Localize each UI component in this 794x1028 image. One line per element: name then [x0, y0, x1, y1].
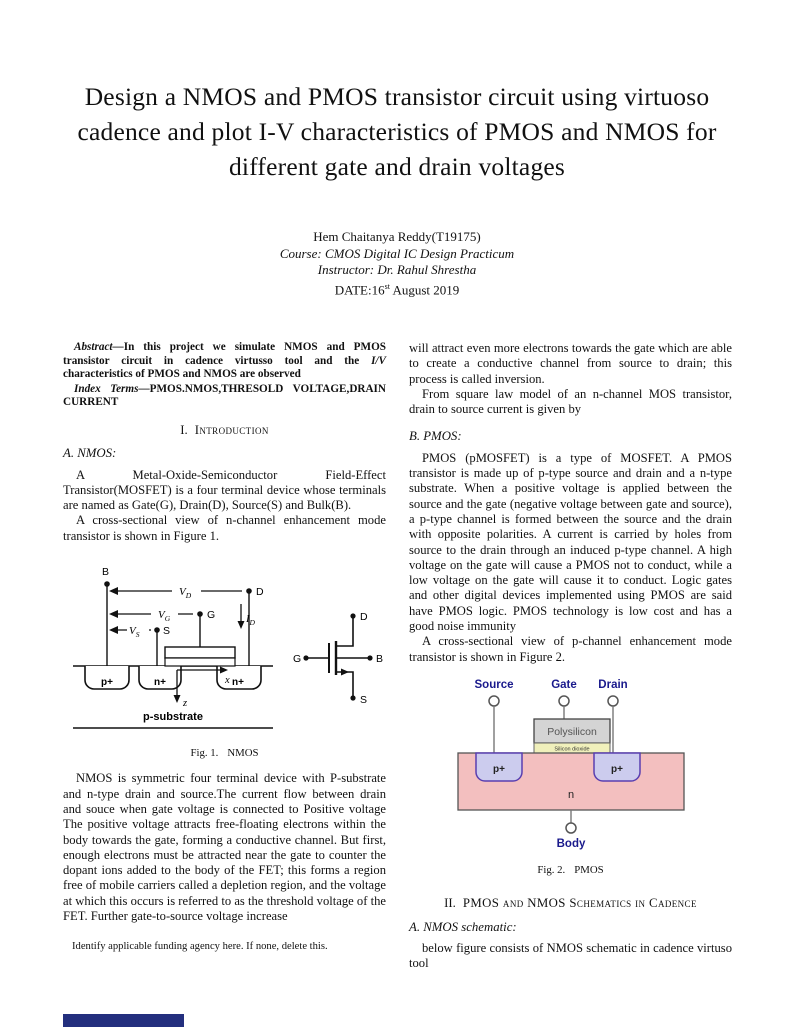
vs-label: $V_S$ [128, 625, 139, 640]
gate-terminal-dot [197, 611, 203, 617]
author-date [63, 279, 731, 299]
drain-terminal-dot [246, 588, 252, 594]
date-prefix: DATE:16 [334, 281, 385, 297]
abstract-label: Abstract— [74, 341, 124, 353]
paragraph-nmos-operation: NMOS is symmetric four terminal device with P-substrate and n-type drain and source.The current flow between drain and souce when gate voltage is connected to Positive voltage The positive voltage attracts free-floating electrons within the body towards the gate, forming a conductive channel. But first, enough electrons must be attracted near the gate to counter the dopant ions added to the body of the FET; this forms a region free of mobile carriers called a depletion region, and the voltage at which this occurs is referred to as the threshold voltage of the FET. Further gate-to-source voltage increase [63, 771, 386, 924]
id-arrowhead [237, 621, 244, 629]
n-plus-label-2: n+ [231, 677, 244, 689]
symbol-drain-label: D [359, 611, 368, 624]
vd-label: $V_D$ [178, 586, 191, 601]
index-terms-label: Index Terms— [74, 382, 150, 395]
subsection-nmos-schematic: A. NMOS schematic: [409, 919, 517, 934]
section-heading-schematics [409, 896, 732, 911]
source-terminal-dot [154, 627, 160, 633]
gate-oxide [165, 658, 235, 666]
z-axis-label: z [182, 698, 187, 710]
clipped-figure-titlebar [63, 1014, 184, 1027]
source-label: S [162, 625, 170, 638]
symbol-source-arrowhead [341, 669, 349, 676]
paragraph-square-law: From square law model of an n-channel MOS transistor, drain to source current is given by [409, 386, 732, 417]
pmos-drain-label: Drain [597, 678, 628, 691]
author-block [63, 229, 731, 298]
id-label: $I_D$ [245, 614, 255, 628]
clipped-figure-top-edge [63, 1014, 184, 1027]
symbol-source-dot [350, 695, 355, 700]
pmos-polysilicon-label: Polysilicon [546, 725, 597, 738]
section-number: I. [180, 422, 188, 437]
symbol-drain-lead [336, 616, 353, 646]
vg-label: $V_G$ [157, 609, 170, 624]
pmos-source-terminal [489, 696, 499, 706]
figure-1-caption [63, 746, 386, 761]
pmos-drain-terminal [608, 696, 618, 706]
bulk-terminal-dot [104, 581, 110, 587]
page-title: Design a NMOS and PMOS transistor circuit using virtuoso cadence and plot I-V characteristics of PMOS and NMOS for different gate and drain voltages [77, 82, 717, 182]
p-plus-label: p+ [100, 677, 113, 689]
figure-1-caption-text: NMOS [227, 747, 259, 760]
symbol-bulk-dot [367, 655, 372, 660]
symbol-source-lead [336, 672, 353, 698]
subsection-nmos: A. NMOS: [63, 446, 117, 461]
abstract-text-1: In this project we simulate NMOS and PMOS transistor circuit in cadence virtusso tool and the [63, 341, 386, 367]
abstract-iv-term: I/V [371, 354, 386, 367]
pmos-oxide-label: Silicon dioxide [553, 746, 590, 753]
right-column [409, 341, 732, 971]
figure-2-caption-label: Fig. 2. [537, 863, 566, 876]
section-title: Introduction [194, 422, 269, 437]
substrate-label: p-substrate [142, 711, 203, 724]
pmos-cross-section-diagram [446, 675, 696, 853]
vg-arrowhead [109, 610, 118, 618]
symbol-source-label: S [359, 694, 367, 707]
index-terms [63, 383, 386, 410]
section-heading-introduction [63, 423, 386, 438]
subsection-pmos: B. PMOS: [409, 429, 462, 444]
x-axis-label: x [224, 675, 230, 687]
abstract [63, 341, 386, 382]
symbol-drain-dot [350, 613, 355, 618]
paragraph-crosssection-pmos: A cross-sectional view of p-channel enhancement mode transistor is shown in Figure 2. [409, 634, 732, 664]
index-terms-text: PMOS.NMOS,THRESOLD VOLTAGE,DRAIN CURRENT [63, 382, 386, 409]
vd-arrowhead [109, 587, 118, 595]
author-course: Course: CMOS Digital IC Design Practicum [279, 245, 515, 261]
symbol-bulk-label: B [375, 653, 383, 666]
gate-poly [165, 647, 235, 658]
left-column [63, 341, 386, 953]
pmos-body-label: Body [556, 837, 585, 850]
funding-footnote: Identify applicable funding agency here. If none, delete this. [72, 941, 328, 953]
paragraph-nmos-schematic-intro: below figure consists of NMOS schematic in cadence virtuso tool [409, 940, 732, 971]
pmos-gate-label: Gate [550, 678, 577, 691]
figure-1 [63, 558, 386, 761]
gate-label: G [206, 609, 215, 622]
author-name: Hem Chaitanya Reddy(T19175) [313, 229, 481, 244]
pmos-body-terminal [566, 823, 576, 833]
section-number: II. [444, 896, 456, 911]
pmos-p-plus-left-label: p+ [492, 763, 505, 775]
paragraph-mosfet-intro: A Metal-Oxide-Semiconductor Field-Effect Transistor(MOSFET) is a four terminal device whose terminals are named as Gate(G), Drain(D), Source(S) and Bulk(B). [63, 467, 386, 513]
n-plus-label-1: n+ [153, 677, 166, 689]
z-axis-arrowhead [173, 695, 180, 703]
nmos-cross-section-diagram [65, 558, 385, 736]
pmos-source-label: Source [474, 678, 513, 691]
pmos-n-label: n [567, 788, 574, 801]
paragraph-inversion: will attract even more electrons towards the gate which are able to create a conductive channel from source to drain; this process is called inversion. [409, 341, 732, 386]
bulk-label: B [101, 566, 109, 579]
figure-2-caption [409, 863, 732, 878]
date-superscript: st [384, 281, 390, 291]
drain-label: D [255, 586, 264, 599]
vs-arrowhead [109, 626, 118, 634]
pmos-gate-terminal [559, 696, 569, 706]
abstract-text-2: characteristics of PMOS and NMOS are observed [63, 368, 301, 381]
figure-1-caption-label: Fig. 1. [190, 747, 219, 760]
date-suffix: August 2019 [389, 281, 460, 297]
figure-2 [409, 675, 732, 878]
author-instructor: Instructor: Dr. Rahul Shrestha [317, 262, 477, 277]
section-title: PMOS and NMOS Schematics in Cadence [462, 896, 697, 911]
paragraph-pmos-description: PMOS (pMOSFET) is a type of MOSFET. A PMOS transistor is made up of p-type source and drain and a n-type substrate. When a positive voltage is applied between the source and the gate (negative voltage between gate and source), a p-type channel is formed between the source and the drain with opposite polarities. A current is carried by holes from source to the drain through an induced p-type channel. A high voltage on the gate will cause a PMOS not to conduct, while a low voltage on the gate will cause it to conduct. Logic gates and other digital devices implemented using PMOS are said have PMOS logic. PMOS technology is low cost and has a good noise immunity [409, 450, 732, 634]
paragraph-crosssection-nmos: A cross-sectional view of n-channel enhancement mode transistor is shown in Figure 1. [63, 513, 386, 543]
pmos-p-plus-right-label: p+ [610, 763, 623, 775]
figure-2-caption-text: PMOS [574, 863, 604, 876]
symbol-gate-label: G [292, 653, 301, 666]
